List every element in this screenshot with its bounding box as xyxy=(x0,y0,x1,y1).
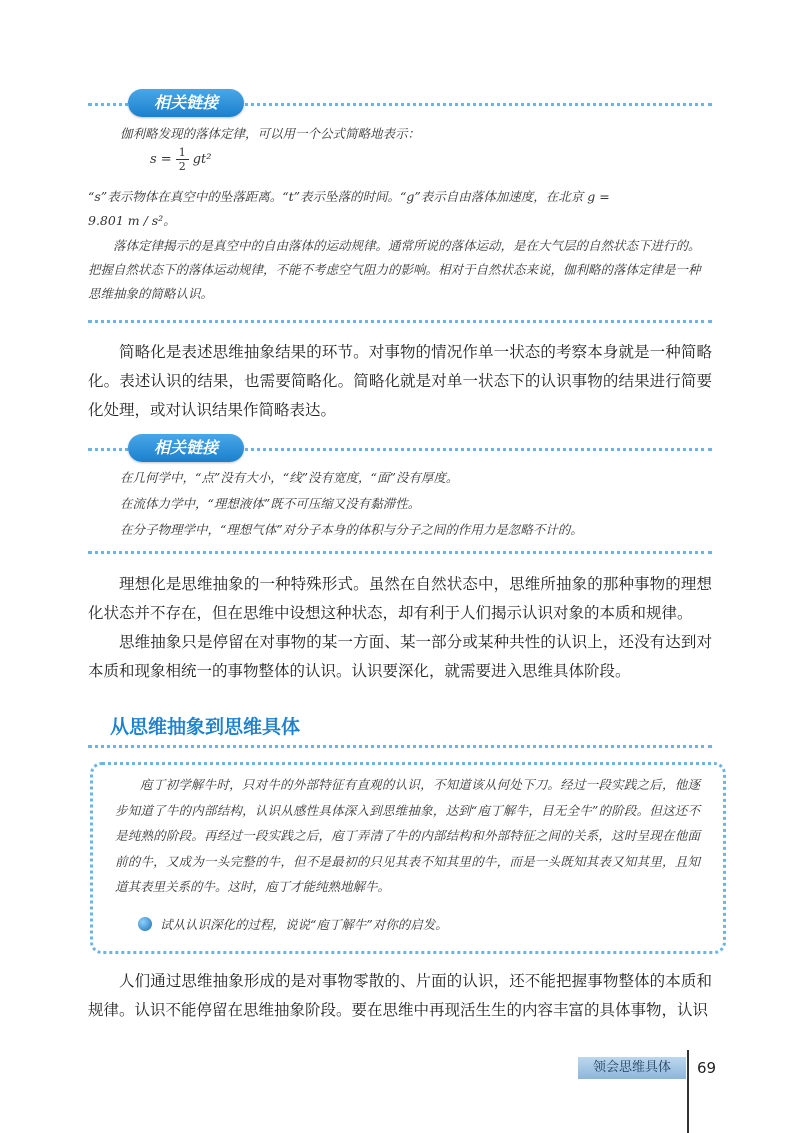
galileo-intro: 伽利略发现的落体定律，可以用一个公式简略地表示： xyxy=(120,126,421,141)
section-divider xyxy=(88,745,712,748)
page-number: 69 xyxy=(697,1059,717,1077)
simplify-text: 简略化是表述思维抽象结果的环节。对事物的情况作单一状态的考察本身就是一种简略化。表述认识的结果，也需要简略化。简略化就是对单一状态下的认识事物的结果进行简要化处理，或对认识结果作简略表达。 xyxy=(88,343,712,419)
story-question xyxy=(138,915,448,933)
gas-line: 在分子物理学中，“理想气体”对分子本身的体积与分子之间的作用力是忽略不计的。 xyxy=(120,522,583,537)
footer-section-label: 领会思维具体 xyxy=(578,1057,686,1079)
fall-law-paragraph: 落体定律揭示的是真空中的自由落体的运动规律。通常所说的落体运动，是在大气层的自然状态下进行的。把握自然状态下的落体运动规律，不能不考虑空气阻力的影响。相对于自然状态来说，伽利略的落体定律是一种思维抽象的简略认识。 xyxy=(88,238,701,301)
related-link-tag-2: 相关链接 xyxy=(128,434,244,462)
related-link-tag-1: 相关链接 xyxy=(128,89,244,117)
fall-formula xyxy=(150,146,211,173)
abstraction-paragraph: 思维抽象只是停留在对事物的某一方面、某一部分或某种共性的认识上，还没有达到对本质和现象相统一的事物整体的认识。认识要深化，就需要进入思维具体阶段。 xyxy=(88,633,712,680)
dotted-divider-bottom-2 xyxy=(88,551,712,554)
formula-explanation-2: 9.801 m / s²。 xyxy=(88,213,176,228)
geometry-line: 在几何学中，“点”没有大小，“线”没有宽度，“面”没有厚度。 xyxy=(120,470,459,485)
formula-fraction xyxy=(176,146,189,173)
formula-rhs: gt² xyxy=(192,152,212,167)
section-title: 从思维抽象到思维具体 xyxy=(110,716,301,738)
fluid-line: 在流体力学中，“理想液体”既不可压缩又没有黏滞性。 xyxy=(120,496,421,511)
dotted-divider-bottom-1 xyxy=(88,320,712,323)
formula-denominator: 2 xyxy=(178,160,186,173)
idealization-paragraph: 理想化是思维抽象的一种特殊形式。虽然在自然状态中，思维所抽象的那种事物的理想化状态并不存在，但在思维中设想这种状态，却有利于人们揭示认识对象的本质和规律。 xyxy=(88,575,712,622)
question-bullet-icon xyxy=(138,917,152,931)
question-text: 试从认识深化的过程，说说“庖丁解牛”对你的启发。 xyxy=(160,917,448,932)
story-text xyxy=(115,772,700,900)
final-paragraph: 人们通过思维抽象形成的是对事物零散的、片面的认识，还不能把握事物整体的本质和规律。认识不能停留在思维抽象阶段。要在思维中再现活生生的内容丰富的具体事物，认识 xyxy=(88,972,712,1019)
idealization-section xyxy=(88,570,712,686)
simplify-paragraph xyxy=(88,338,712,425)
paoding-story: 庖丁初学解牛时，只对牛的外部特征有直观的认识，不知道该从何处下刀。经过一段实践之后，他逐步知道了牛的内部结构，认识从感性具体深入到思维抽象，达到“庖丁解牛，目无全牛”的阶段。但这还不是纯熟的阶段。再经过一段实践之后，庖丁弄清了牛的内部结构和外部特征之间的关系，这时呈现在他面前的牛，又成为一头完整的牛，但不是最初的只见其表不知其里的牛，而是一头既知其表又知其里，且知道其表里关系的牛。这时，庖丁才能纯熟地解牛。 xyxy=(115,777,700,894)
footer-vertical-rule xyxy=(687,1050,689,1133)
formula-lhs: s = xyxy=(150,152,172,167)
formula-explanation-1: “s”表示物体在真空中的坠落距离。“t”表示坠落的时间。“g”表示自由落体加速度，在北京 g = xyxy=(88,189,610,204)
final-section xyxy=(88,967,712,1025)
formula-numerator: 1 xyxy=(176,146,189,160)
